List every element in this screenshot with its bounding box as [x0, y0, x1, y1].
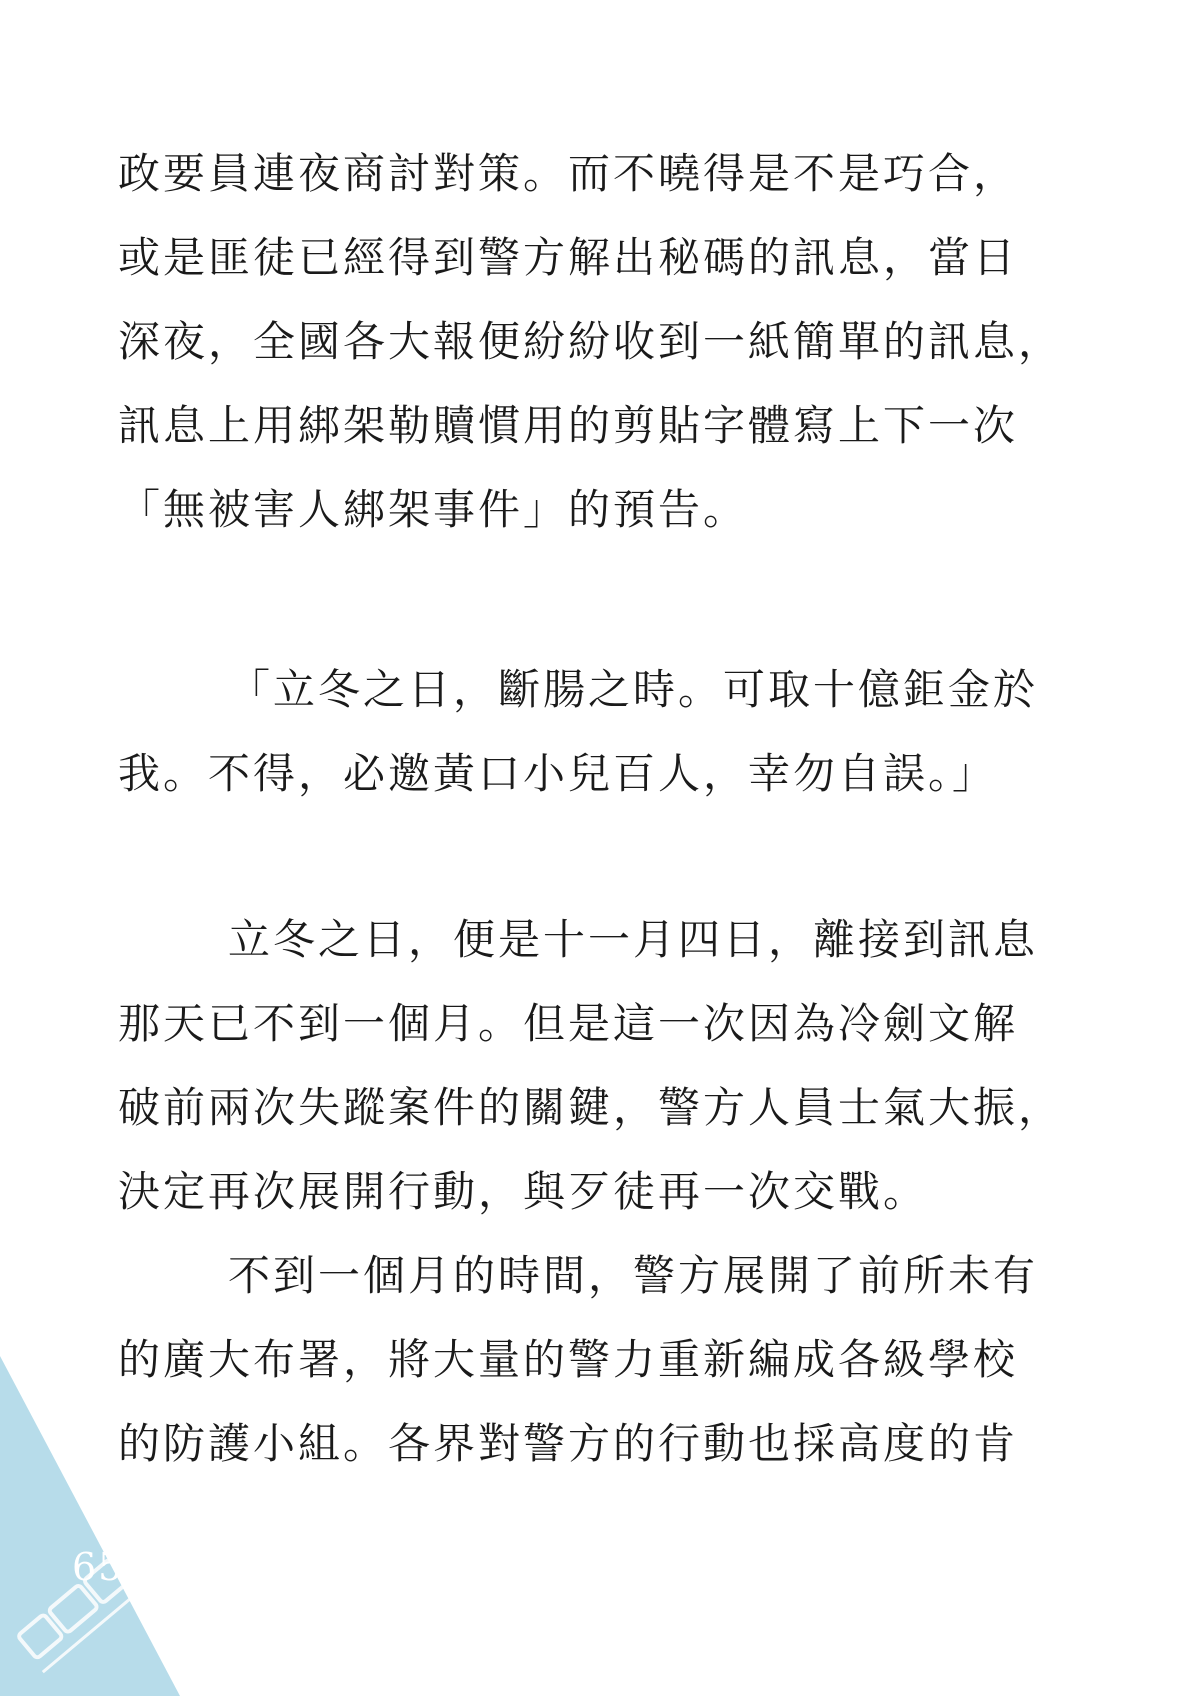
text-line: 的防護小組。各界對警方的行動也採高度的肯: [118, 1419, 1019, 1468]
text-line: 或是匪徒已經得到警方解出秘碼的訊息，當日: [118, 233, 1019, 282]
text-line: 破前兩次失蹤案件的關鍵，警方人員士氣大振，: [118, 1083, 1064, 1132]
page-number: 65: [72, 1545, 125, 1589]
text-line: 「立冬之日，斷腸之時。可取十億鉅金於: [228, 665, 1039, 714]
text-line: 政要員連夜商討對策。而不曉得是不是巧合，: [118, 149, 1019, 198]
text-line: 的廣大布署，將大量的警力重新編成各級學校: [118, 1335, 1019, 1384]
text-line: 立冬之日，便是十一月四日，離接到訊息: [228, 915, 1039, 964]
watermark-logo: [0, 1540, 160, 1690]
text-line: 我。不得，必邀黃口小兒百人，幸勿自誤。」: [118, 749, 998, 798]
text-line: 深夜，全國各大報便紛紛收到一紙簡單的訊息，: [118, 317, 1064, 366]
text-line: 「無被害人綁架事件」的預告。: [118, 485, 749, 534]
text-line: 決定再次展開行動，與歹徒再一次交戰。: [118, 1167, 929, 1216]
text-line: 那天已不到一個月。但是這一次因為冷劍文解: [118, 999, 1019, 1048]
ransom-quote: [118, 648, 1093, 816]
text-line: 訊息上用綁架勒贖慣用的剪貼字體寫上下一次: [118, 401, 1019, 450]
text-line: 不到一個月的時間，警方展開了前所未有: [228, 1251, 1039, 1300]
paragraph-2: [118, 898, 1093, 1486]
paragraph-1: [118, 132, 1093, 552]
